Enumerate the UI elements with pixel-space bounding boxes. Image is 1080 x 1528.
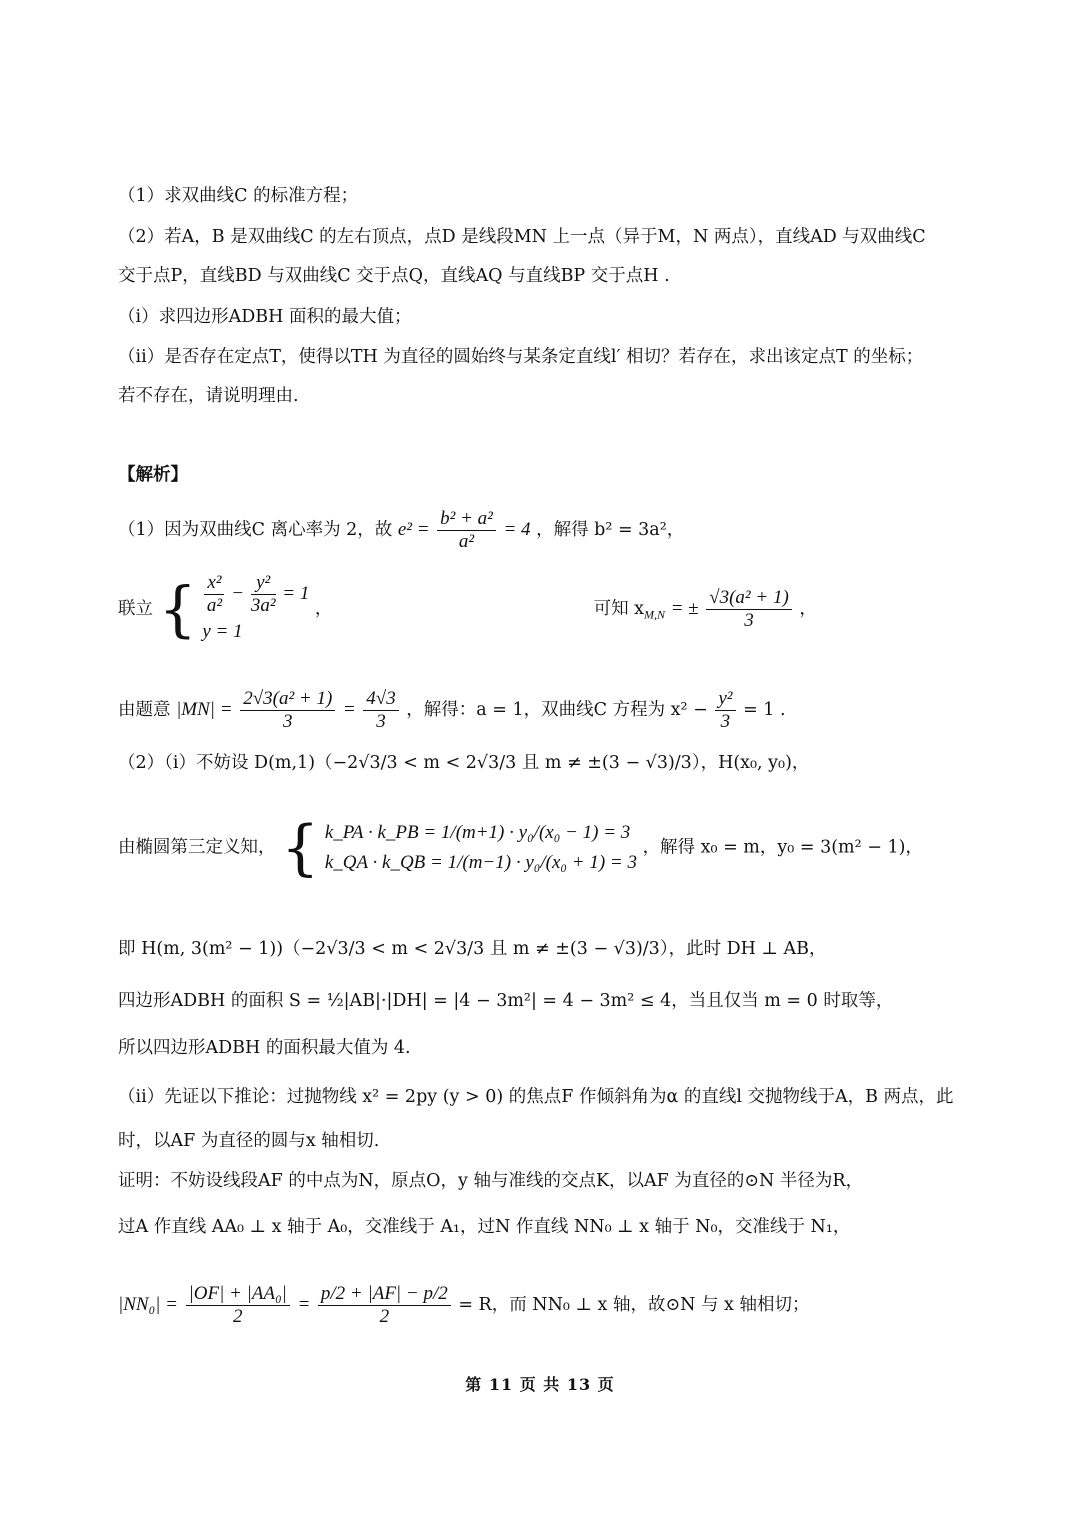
step-1-suffix: ，解得 b² = 3a²， bbox=[536, 520, 685, 540]
fraction-denominator: 3 bbox=[720, 711, 731, 732]
system-row-1-rhs: = 1 bbox=[282, 582, 310, 604]
step-1-prefix: （1）因为双曲线C 离心率为 2，故 bbox=[118, 520, 393, 540]
slope-row-1: k_PA · k_PB = 1/(m+1) · y₀/(x₀ − 1) = 3 bbox=[324, 822, 631, 843]
slope-row-2: k_QA · k_QB = 1/(m−1) · y₀/(x₀ + 1) = 3 bbox=[324, 852, 637, 873]
fraction-denominator: 3 bbox=[376, 711, 386, 732]
solution-step-8: 所以四边形ADBH 的面积最大值为 4. bbox=[118, 1038, 411, 1058]
fraction-numerator: y² bbox=[715, 688, 735, 711]
page-footer: 第 11 页 共 13 页 bbox=[465, 1375, 615, 1394]
step-2-known-eq: = ± bbox=[670, 598, 699, 619]
left-brace-icon: { bbox=[158, 574, 197, 645]
fraction-numerator: b² + a² bbox=[437, 508, 496, 531]
question-1: （1）求双曲线C 的标准方程； bbox=[118, 186, 359, 206]
question-2-line-1: （2）若A，B 是双曲线C 的左右顶点，点D 是线段MN 上一点（异于M，N 两点），直线AD 与双曲线C bbox=[118, 227, 926, 247]
step-3-fraction-1 bbox=[240, 688, 335, 733]
question-2-line-2: 交于点P，直线BD 与双曲线C 交于点Q，直线AQ 与直线BP 交于点H . bbox=[118, 266, 670, 286]
slope-system bbox=[325, 818, 637, 878]
solution-step-9-line-1: （ii）先证以下推论：过抛物线 x² = 2py (y > 0) 的焦点F 作倾斜角为α 的直线l 交抛物线于A，B 两点，此 bbox=[118, 1087, 954, 1107]
fraction-numerator: |OF| + |AA₀| bbox=[186, 1283, 290, 1306]
step-12-fraction-2 bbox=[318, 1283, 451, 1328]
step-3-fraction-2 bbox=[363, 688, 398, 733]
solution-step-4: （2）（i）不妨设 D(m,1)（−2√3/3 < m < 2√3/3 且 m ≠ ±(3 − √3)/3），H(x₀, y₀)， bbox=[118, 753, 810, 773]
question-2-ii-line-2: 若不存在，请说明理由. bbox=[118, 386, 299, 406]
step-12-eq: = bbox=[297, 1294, 311, 1315]
solution-step-3 bbox=[118, 688, 960, 733]
step-2-end: ， bbox=[799, 599, 817, 619]
system-fraction-x bbox=[204, 572, 224, 617]
fraction-denominator: 3 bbox=[282, 711, 293, 732]
step-5-suffix: ，解得 x₀ = m，y₀ = 3(m² − 1)， bbox=[642, 837, 923, 858]
step-2-known-subscript: M,N bbox=[644, 607, 666, 622]
step-3-prefix: 由题意 bbox=[118, 700, 171, 720]
step-3-eq: = bbox=[342, 699, 356, 720]
step-12-fraction-1 bbox=[186, 1283, 290, 1328]
solution-step-6: 即 H(m, 3(m² − 1))（−2√3/3 < m < 2√3/3 且 m ≠ ±(3 − √3)/3），此时 DH ⊥ AB， bbox=[118, 939, 827, 959]
solution-step-1 bbox=[118, 508, 960, 553]
step-2-prefix: 联立 bbox=[118, 599, 153, 619]
step-12-lhs: |NN₀| = bbox=[118, 1294, 178, 1315]
solution-step-12 bbox=[118, 1283, 960, 1328]
step-5-prefix: 由椭圆第三定义知， bbox=[118, 837, 276, 858]
fraction-numerator: p/2 + |AF| − p/2 bbox=[318, 1283, 451, 1306]
system-row-1 bbox=[202, 572, 309, 617]
solution-step-10: 证明：不妨设线段AF 的中点为N，原点O，y 轴与准线的交点K，以AF 为直径的⊙N 半径为R， bbox=[118, 1171, 864, 1191]
fraction-denominator: 3 bbox=[744, 610, 754, 631]
step-2-known: 可知 x bbox=[593, 599, 645, 619]
fraction-numerator: 4√3 bbox=[363, 688, 398, 711]
minus-sign: − bbox=[231, 582, 245, 604]
step-3-fraction-3 bbox=[715, 688, 735, 733]
question-2-ii-line-1: （ii）是否存在定点T，使得以TH 为直径的圆始终与某条定直线l′ 相切？若存在，求出该定点T 的坐标； bbox=[118, 347, 924, 367]
fraction-numerator: √3(a² + 1) bbox=[706, 587, 792, 610]
system-row-2: y = 1 bbox=[202, 621, 243, 642]
question-2-i: （i）求四边形ADBH 面积的最大值； bbox=[118, 307, 412, 327]
solution-step-11: 过A 作直线 AA₀ ⊥ x 轴于 A₀，交准线于 A₁，过N 作直线 NN₀ ⊥ x 轴于 N₀，交准线于 N₁， bbox=[118, 1217, 851, 1237]
solution-heading: 【解析】 bbox=[118, 465, 188, 485]
system-fraction-y bbox=[251, 572, 276, 617]
step-3-lhs: |MN| = bbox=[176, 699, 233, 720]
step-1-eq-right: = 4 bbox=[503, 519, 531, 540]
solution-step-5 bbox=[118, 813, 960, 883]
fraction-numerator: y² bbox=[251, 572, 276, 595]
step-2-known-fraction bbox=[706, 587, 792, 632]
solution-step-2 bbox=[118, 572, 960, 647]
step-2-mid: ， bbox=[314, 599, 333, 619]
fraction-denominator: 2 bbox=[232, 1306, 243, 1327]
fraction-denominator: 2 bbox=[379, 1306, 390, 1327]
fraction-numerator: 2√3(a² + 1) bbox=[240, 688, 335, 711]
solution-step-9-line-2: 时，以AF 为直径的圆与x 轴相切. bbox=[118, 1131, 380, 1151]
left-brace-icon: { bbox=[281, 813, 320, 883]
step-3-end: = 1 . bbox=[743, 700, 786, 720]
fraction-denominator: a² bbox=[458, 531, 475, 552]
step-1-eq-left: e² = bbox=[397, 519, 430, 540]
step-3-mid: ，解得：a = 1，双曲线C 方程为 x² − bbox=[406, 700, 708, 720]
fraction-numerator: x² bbox=[204, 572, 224, 595]
step-1-fraction bbox=[437, 508, 496, 553]
step-12-end: = R，而 NN₀ ⊥ x 轴，故⊙N 与 x 轴相切； bbox=[458, 1295, 810, 1315]
equation-system bbox=[202, 572, 309, 647]
fraction-denominator: a² bbox=[206, 595, 223, 616]
fraction-denominator: 3a² bbox=[250, 595, 276, 616]
solution-step-7: 四边形ADBH 的面积 S = ½|AB|·|DH| = |4 − 3m²| = 4 − 3m² ≤ 4，当且仅当 m = 0 时取等， bbox=[118, 991, 894, 1011]
